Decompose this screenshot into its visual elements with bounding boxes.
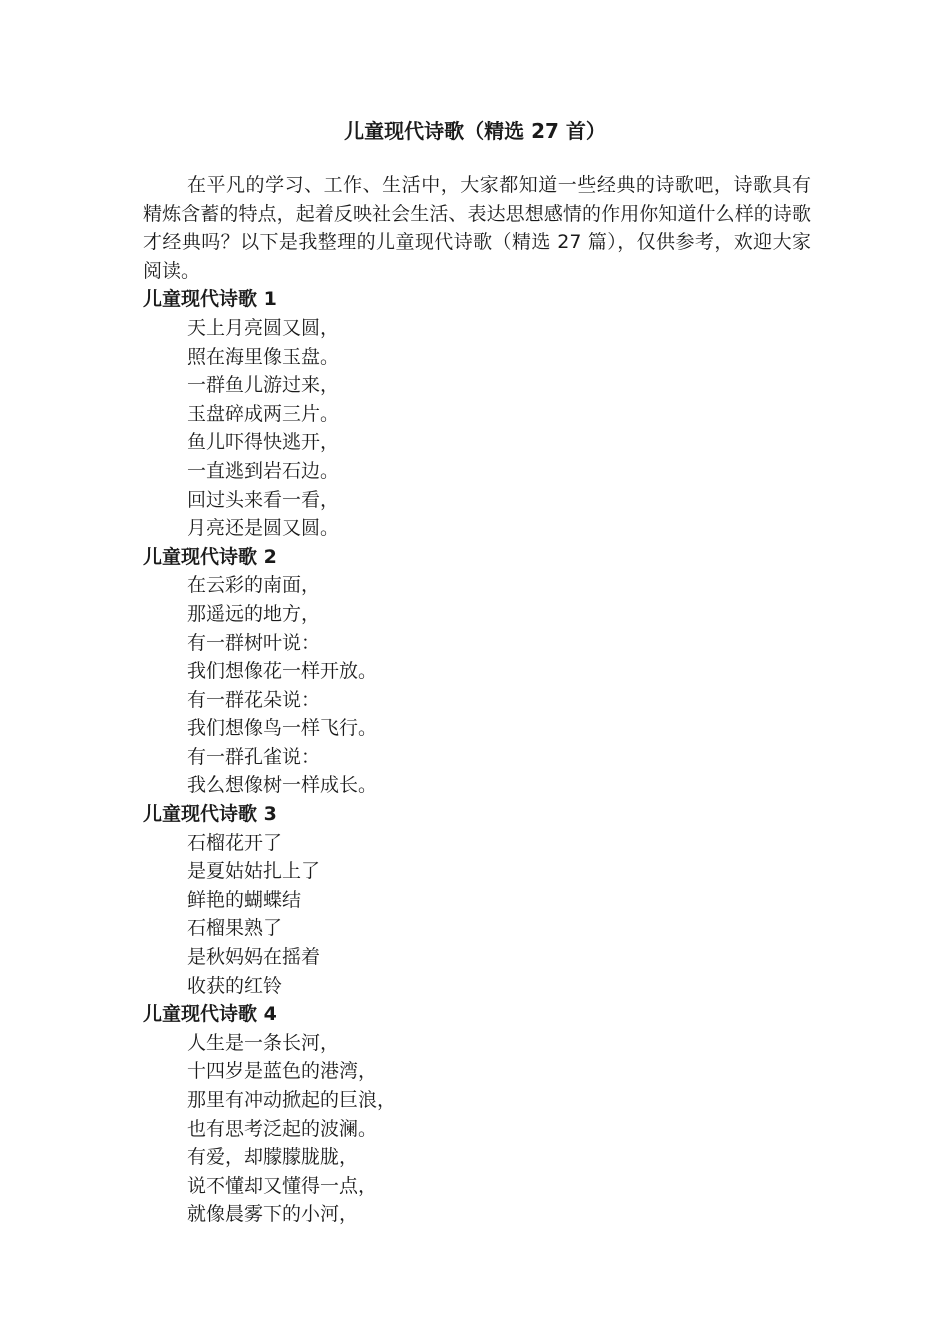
poem-section-3 <box>143 800 811 1000</box>
poem-line: 鲜艳的蝴蝶结 <box>187 888 302 911</box>
poem-line: 人生是一条长河， <box>187 1031 340 1054</box>
poem-line: 照在海里像玉盘。 <box>187 345 340 368</box>
poem-section-4 <box>143 1000 811 1229</box>
poem-line: 天上月亮圆又圆， <box>187 316 340 339</box>
poem-line: 是秋妈妈在摇着 <box>187 946 321 969</box>
document-title: 儿童现代诗歌（精选 27 首） <box>344 119 606 143</box>
poem-line: 我们想像鸟一样飞行。 <box>187 717 378 740</box>
poem-line: 也有思考泛起的波澜。 <box>187 1117 378 1140</box>
poem-line: 鱼儿吓得快逃开， <box>187 431 340 454</box>
poem-heading: 儿童现代诗歌 1 <box>143 288 277 311</box>
poem-line: 说不懂却又懂得一点， <box>187 1174 378 1197</box>
poem-heading: 儿童现代诗歌 4 <box>143 1003 277 1026</box>
poem-line: 在云彩的南面， <box>187 574 321 597</box>
poem-line: 石榴花开了 <box>187 831 283 854</box>
intro-paragraph: 在平凡的学习、工作、生活中，大家都知道一些经典的诗歌吧，诗歌具有精炼含蓄的特点，起着反映社会生活、表达思想感情的作用你知道什么样的诗歌才经典吗？以下是我整理的儿童现代诗歌（精选 27 篇），仅供参考，欢迎大家阅读。 <box>143 174 811 282</box>
poem-line: 玉盘碎成两三片。 <box>187 402 340 425</box>
poem-line: 有爱，却朦朦胧胧， <box>187 1146 359 1169</box>
poem-line: 石榴果熟了 <box>187 917 283 940</box>
poem-line: 一群鱼儿游过来， <box>187 374 340 397</box>
poem-line: 我么想像树一样成长。 <box>187 774 378 797</box>
poem-line: 是夏姑姑扎上了 <box>187 860 321 883</box>
poem-line: 十四岁是蓝色的港湾， <box>187 1060 378 1083</box>
poem-line: 有一群花朵说： <box>187 688 321 711</box>
poem-line: 有一群树叶说： <box>187 631 321 654</box>
poem-line: 那里有冲动掀起的巨浪， <box>187 1089 397 1111</box>
poem-section-1 <box>143 285 811 542</box>
poem-section-2 <box>143 543 811 800</box>
poem-line: 我们想像花一样开放。 <box>187 660 378 683</box>
document-body <box>143 171 811 1229</box>
poem-heading: 儿童现代诗歌 3 <box>143 803 277 826</box>
poem-line: 回过头来看一看， <box>187 488 340 511</box>
poem-line: 那遥远的地方， <box>187 602 321 625</box>
poem-line: 就像晨雾下的小河， <box>187 1203 359 1226</box>
poem-line: 收获的红铃 <box>187 974 283 997</box>
poem-line: 有一群孔雀说： <box>187 745 321 768</box>
poem-line: 一直逃到岩石边。 <box>187 459 340 482</box>
poem-heading: 儿童现代诗歌 2 <box>143 545 277 568</box>
poem-line: 月亮还是圆又圆。 <box>187 517 340 540</box>
